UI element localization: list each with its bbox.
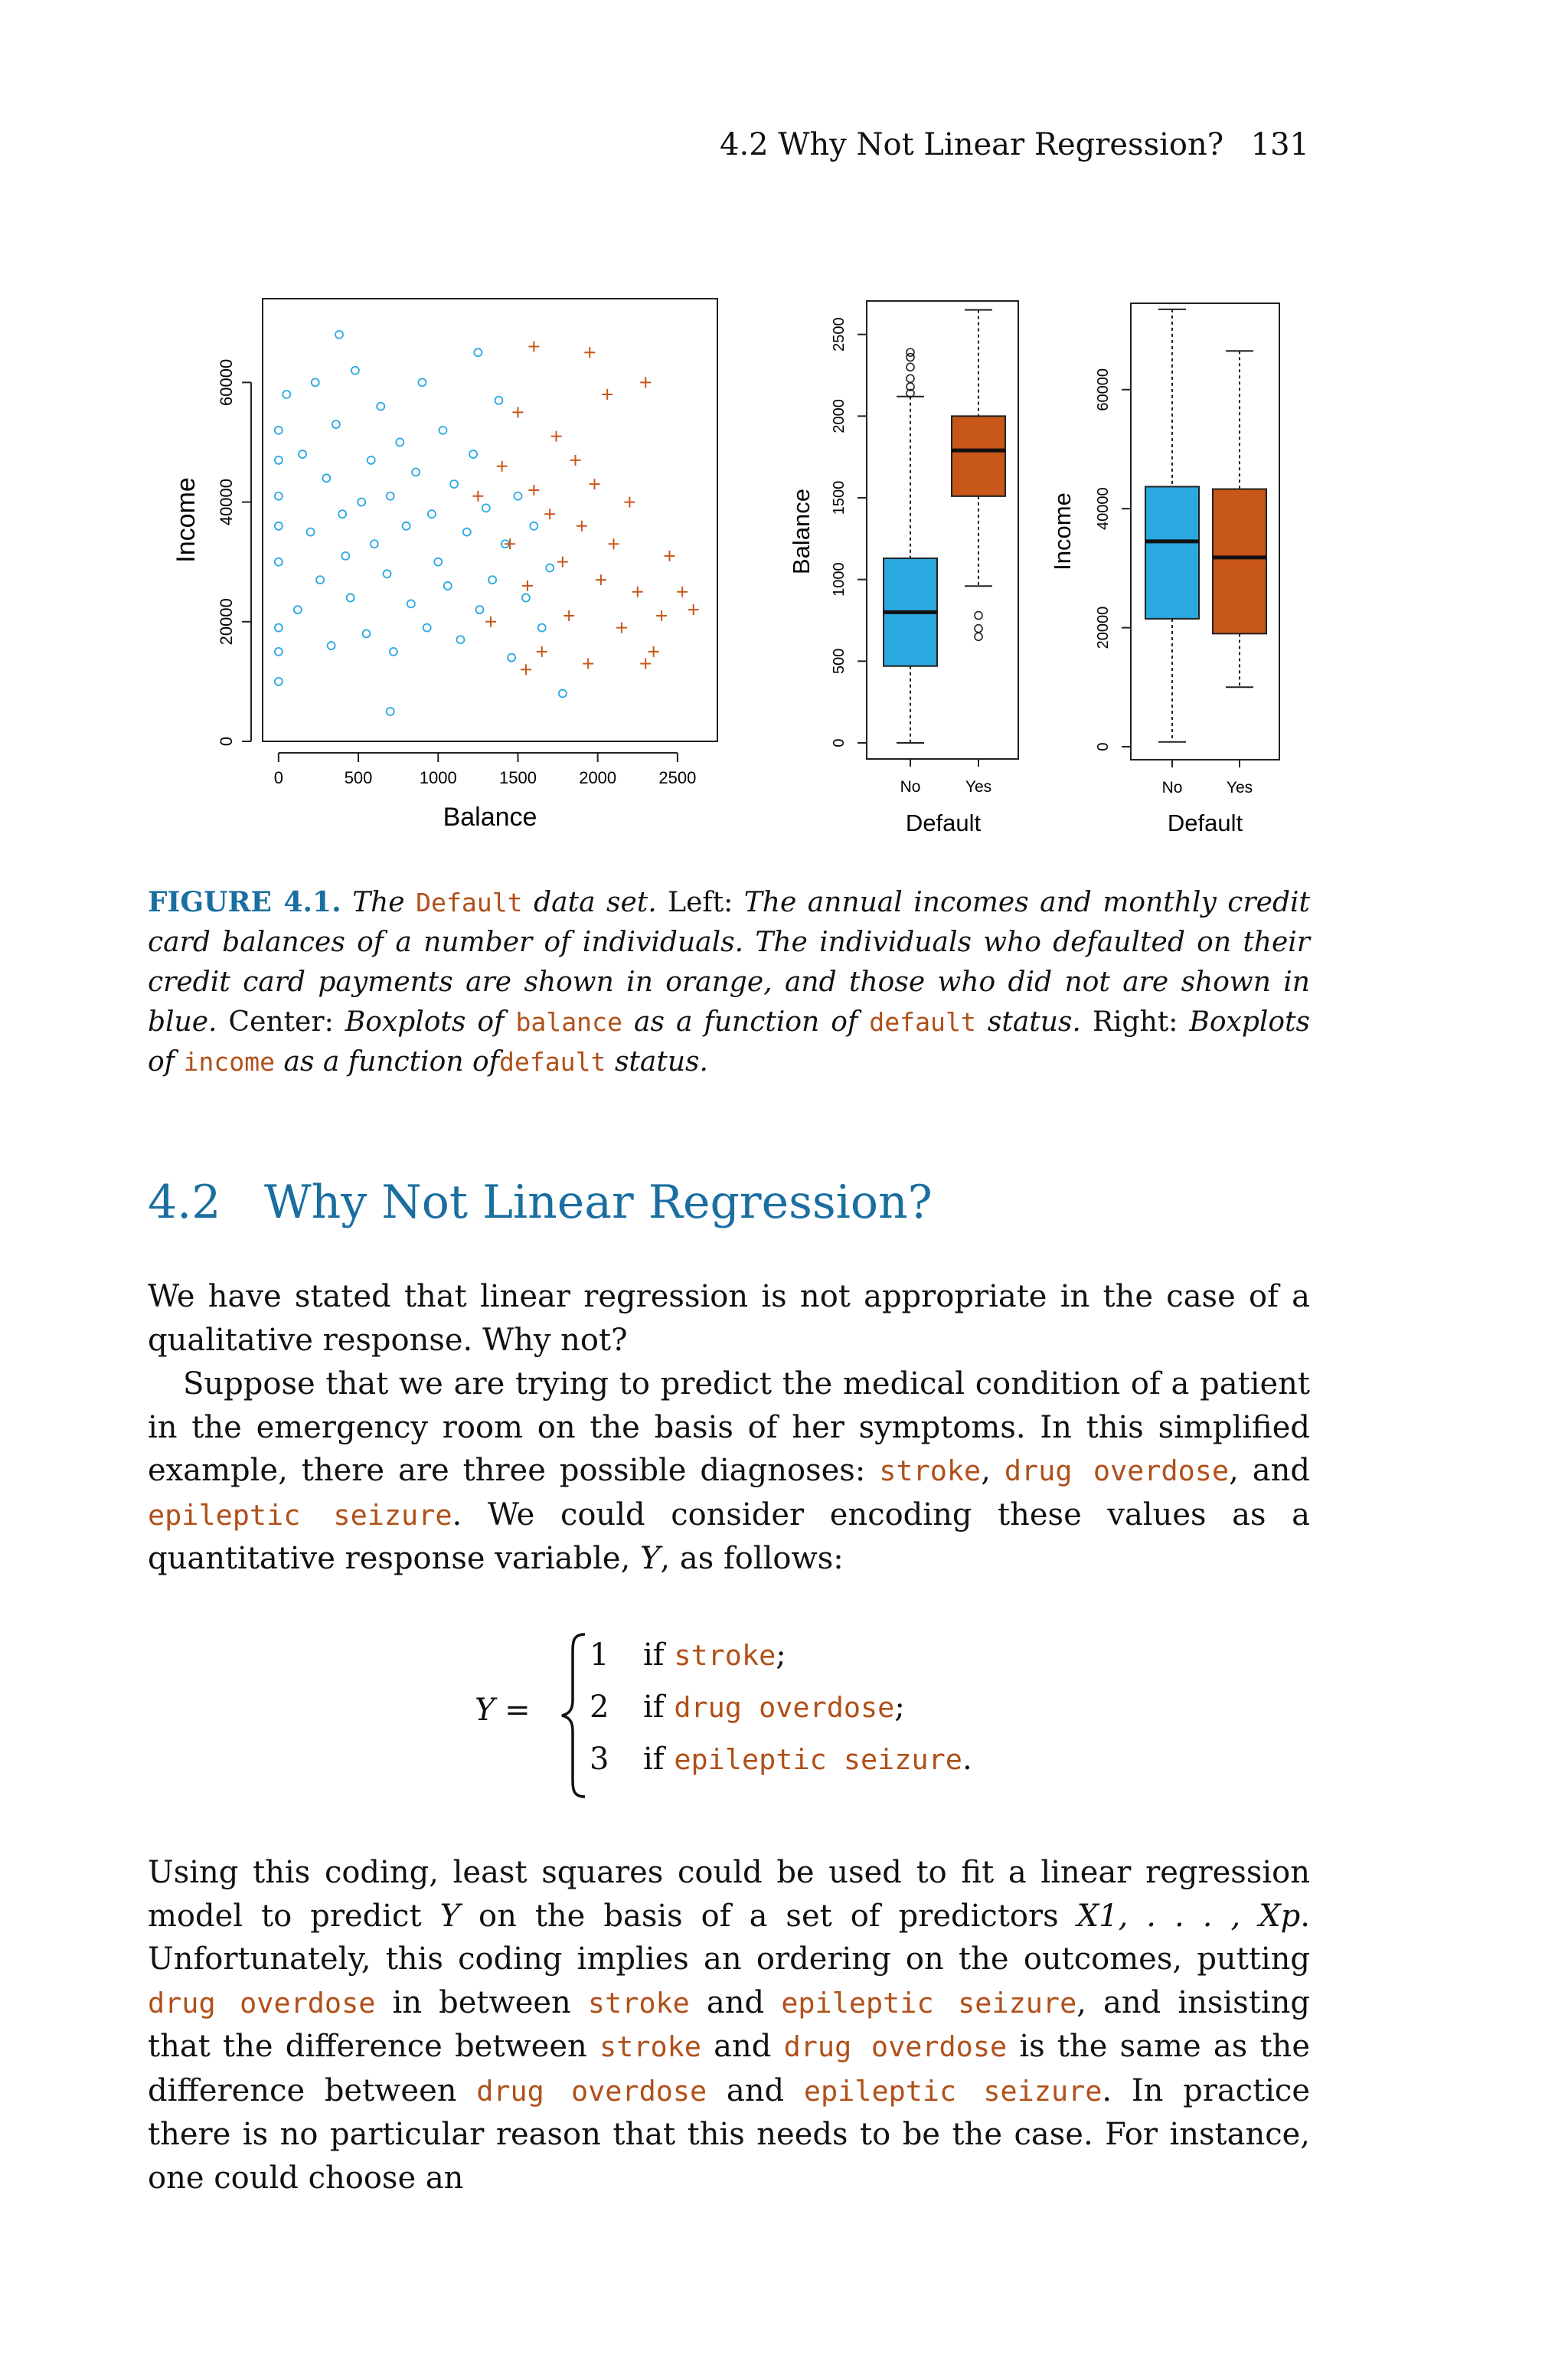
scatter-point-yes xyxy=(497,461,508,472)
code-term: stroke xyxy=(587,1986,690,2020)
boxplot-income-boxes xyxy=(1145,309,1266,742)
running-header-title: 4.2 Why Not Linear Regression? xyxy=(720,127,1224,162)
scatter-point-no xyxy=(299,450,306,458)
scatter-point-no xyxy=(294,606,302,613)
scatter-point-no xyxy=(403,522,410,530)
caption-code: default xyxy=(498,1047,606,1077)
scatter-point-no xyxy=(368,456,375,464)
figure-caption xyxy=(148,882,1310,1082)
scatter-point-yes xyxy=(677,587,688,597)
boxplot-balance-y-axis xyxy=(831,317,867,747)
x-tick-label: 2000 xyxy=(579,768,617,787)
scatter-point-no xyxy=(546,564,554,571)
scatter-point-no xyxy=(387,492,394,500)
scatter-point-no xyxy=(387,708,394,715)
y-tick-label: 1000 xyxy=(831,562,848,597)
box-outlier xyxy=(906,363,914,371)
page-number: 131 xyxy=(1250,127,1309,162)
scatter-point-yes xyxy=(664,551,675,561)
scatter-point-yes xyxy=(688,604,699,615)
scatter-point-no xyxy=(412,469,420,476)
scatter-frame xyxy=(263,299,717,741)
caption-text: The xyxy=(352,887,405,918)
math-symbol: Y xyxy=(640,1541,661,1576)
boxplot-balance-boxes xyxy=(884,310,1005,743)
scatter-point-no xyxy=(522,594,530,602)
caption-code: income xyxy=(183,1047,276,1077)
equation-lhs: Y = xyxy=(475,1693,531,1728)
box-outlier xyxy=(906,348,914,356)
section-number: 4.2 xyxy=(148,1176,221,1229)
scatter-point-yes xyxy=(609,538,619,549)
scatter-point-yes xyxy=(640,377,651,388)
scatter-point-no xyxy=(530,522,537,530)
math-symbol: X1, . . . , Xp xyxy=(1076,1898,1301,1934)
caption-text: Left: xyxy=(668,887,733,918)
scatter-point-yes xyxy=(485,617,496,627)
scatter-point-no xyxy=(307,528,315,536)
boxplot-balance-xlabel: Default xyxy=(905,810,982,836)
scatter-point-yes xyxy=(656,610,667,621)
text: and xyxy=(714,2029,772,2064)
scatter-point-yes xyxy=(584,347,595,358)
code-term: drug overdose xyxy=(1004,1454,1230,1487)
scatter-point-no xyxy=(332,420,340,428)
scatter-point-yes xyxy=(616,623,627,633)
box-iqr xyxy=(1145,486,1199,619)
scatter-point-yes xyxy=(528,341,539,352)
equation-row xyxy=(590,1637,786,1673)
scatter-point-no xyxy=(514,492,521,500)
x-tick-label: 1500 xyxy=(498,768,537,787)
scatter-point-no xyxy=(283,391,290,398)
caption-code: Default xyxy=(416,888,523,918)
scatter-point-yes xyxy=(544,509,555,519)
text: Suppose that we are trying to predict the medical condition of a patient in the emergency room on the basis of her symptoms. In this simplified example, there are three possible diagnoses: xyxy=(148,1366,1310,1488)
caption-text: The annual incomes and monthly credit card balances of a number of individuals. The individuals who defaulted on their credit card payments are shown in orange, and those who did not are shown in blue. xyxy=(148,887,1310,1038)
scatter-point-yes xyxy=(472,491,483,502)
y-tick-label: 2000 xyxy=(831,399,848,433)
x-tick-label: 0 xyxy=(273,768,283,787)
y-tick-label: 2500 xyxy=(831,317,848,352)
y-tick-label: 0 xyxy=(217,736,236,747)
scatter-point-no xyxy=(377,403,384,411)
caption-text: status. xyxy=(614,1046,708,1078)
code-term: stroke xyxy=(879,1454,982,1487)
equation-row xyxy=(590,1689,905,1725)
caption-text: data set. xyxy=(534,887,657,918)
x-tick-label: No xyxy=(900,778,921,796)
scatter-point-no xyxy=(275,648,283,656)
scatter-point-no xyxy=(275,427,283,434)
caption-text: as a function of xyxy=(634,1006,858,1038)
boxplot-income xyxy=(1049,303,1279,836)
text: Using this coding, least squares could be used to fit a linear regression model to predict xyxy=(148,1855,1310,1934)
caption-text: Right: xyxy=(1092,1006,1178,1038)
text: is the same as the difference between xyxy=(148,2029,1310,2108)
y-tick-label: 40000 xyxy=(1095,487,1112,531)
scatter-point-no xyxy=(439,427,447,434)
code-term: drug overdose xyxy=(674,1691,895,1724)
figure-4-1 xyxy=(0,0,1568,850)
scatter-point-no xyxy=(390,648,397,656)
scatter-point-no xyxy=(384,570,391,577)
scatter-point-no xyxy=(275,678,283,685)
scatter-point-no xyxy=(312,378,319,386)
scatter-xlabel: Balance xyxy=(443,803,537,832)
scatter-point-no xyxy=(508,654,515,662)
text: . In practice there is no particular reason that this needs to be the case. For instance, one could choose an xyxy=(148,2072,1311,2196)
scatter-point-no xyxy=(450,480,458,488)
caption-text: Center: xyxy=(228,1006,334,1038)
scatter-point-yes xyxy=(596,574,606,585)
scatter-y-axis xyxy=(217,359,251,746)
scatter-point-no xyxy=(335,331,343,339)
scatter-point-no xyxy=(322,474,330,482)
scatter-point-no xyxy=(456,636,464,643)
box-outlier xyxy=(975,625,982,633)
text: in between xyxy=(392,1984,571,2020)
scatter-point-yes xyxy=(583,658,593,669)
y-tick-label: 1500 xyxy=(831,480,848,515)
boxplot-balance-ylabel: Balance xyxy=(788,488,815,575)
scatter-point-no xyxy=(341,552,349,560)
y-tick-label: 20000 xyxy=(1095,606,1112,649)
caption-text: status. xyxy=(987,1006,1081,1038)
caption-text: as a function of xyxy=(283,1046,499,1078)
caption-text: Boxplots of xyxy=(345,1006,505,1038)
scatter-point-no xyxy=(469,450,477,458)
box-outlier xyxy=(906,375,914,382)
code-term: drug overdose xyxy=(476,2074,707,2108)
scatter-point-no xyxy=(275,492,283,500)
code-term: drug overdose xyxy=(783,2030,1008,2063)
text: . We could consider encoding these values as a quantitative response variable, xyxy=(148,1496,1310,1576)
scatter-point-no xyxy=(396,438,403,446)
boxplot-income-ylabel: Income xyxy=(1049,492,1076,571)
brace-icon xyxy=(559,1631,590,1800)
equation-if: if xyxy=(643,1742,665,1777)
code-term: epileptic seizure xyxy=(674,1743,962,1776)
x-tick-label: 500 xyxy=(344,768,373,787)
equation-value: 1 xyxy=(590,1637,609,1673)
punct: ; xyxy=(776,1637,786,1673)
scatter-point-yes xyxy=(522,581,533,591)
scatter-point-yes xyxy=(570,455,581,466)
section-heading xyxy=(148,1176,933,1229)
y-tick-label: 60000 xyxy=(217,358,236,406)
box-iqr xyxy=(952,416,1005,496)
scatter-point-yes xyxy=(528,485,539,496)
scatter-point-no xyxy=(488,576,496,584)
code-term: stroke xyxy=(599,2030,701,2063)
scatter-point-yes xyxy=(564,610,574,621)
scatter-plot xyxy=(172,299,717,832)
scatter-point-no xyxy=(559,690,567,698)
scatter-point-yes xyxy=(648,646,659,657)
text: , and insisting that the difference between xyxy=(148,1984,1310,2064)
scatter-point-no xyxy=(351,367,359,375)
x-tick-label: Yes xyxy=(965,778,992,796)
scatter-point-yes xyxy=(577,521,587,532)
box-iqr xyxy=(1213,489,1266,634)
scatter-point-no xyxy=(418,378,426,386)
boxplot-balance xyxy=(788,301,1018,836)
scatter-point-no xyxy=(275,522,283,530)
scatter-point-yes xyxy=(550,431,561,442)
scatter-point-yes xyxy=(557,557,568,568)
scatter-point-yes xyxy=(512,407,523,417)
scatter-point-no xyxy=(347,594,354,602)
scatter-point-no xyxy=(275,624,283,632)
text: on the basis of a set of predictors xyxy=(478,1898,1059,1934)
equation-if: if xyxy=(643,1637,665,1673)
x-tick-label: 2500 xyxy=(658,768,697,787)
caption-text: Boxplots of xyxy=(148,1006,1311,1078)
code-term: epileptic seizure xyxy=(148,1498,452,1532)
math-symbol: Y xyxy=(439,1898,460,1934)
scatter-point-no xyxy=(316,576,324,584)
caption-code: balance xyxy=(515,1007,622,1037)
scatter-point-yes xyxy=(640,658,651,669)
scatter-point-no xyxy=(423,624,431,632)
text: . Unfortunately, this coding implies an ordering on the outcomes, putting xyxy=(148,1898,1310,1977)
x-tick-label: Yes xyxy=(1226,779,1253,796)
scatter-point-no xyxy=(338,510,346,518)
code-term: epileptic seizure xyxy=(781,1986,1077,2020)
scatter-point-yes xyxy=(590,479,600,489)
scatter-point-no xyxy=(275,558,283,566)
y-tick-label: 0 xyxy=(831,738,848,747)
scatter-point-no xyxy=(362,630,370,637)
x-tick-label: 1000 xyxy=(419,768,457,787)
equation xyxy=(475,1631,1011,1800)
box-outlier xyxy=(975,612,982,620)
x-tick-label: No xyxy=(1161,779,1183,796)
scatter-point-no xyxy=(474,348,482,356)
scatter-point-no xyxy=(428,510,436,518)
box-outlier xyxy=(975,633,982,640)
code-term: drug overdose xyxy=(148,1986,376,2020)
punct: ; xyxy=(894,1689,905,1725)
scatter-point-no xyxy=(538,624,546,632)
boxplot-balance-x-axis xyxy=(900,759,992,796)
caption-label: FIGURE 4.1. xyxy=(148,886,341,918)
paragraph-2 xyxy=(148,1362,1310,1581)
scatter-ylabel: Income xyxy=(172,477,201,563)
boxplot-income-y-axis xyxy=(1095,368,1131,751)
paragraph-3 xyxy=(148,1851,1310,2200)
scatter-point-no xyxy=(482,504,490,512)
section-title: Why Not Linear Regression? xyxy=(264,1176,933,1229)
scatter-point-no xyxy=(407,600,415,607)
scatter-point-yes xyxy=(602,389,612,400)
y-tick-label: 20000 xyxy=(217,598,236,646)
y-tick-label: 0 xyxy=(1095,742,1112,751)
scatter-point-no xyxy=(328,642,335,649)
scatter-point-no xyxy=(275,456,283,464)
y-tick-label: 60000 xyxy=(1095,368,1112,411)
scatter-point-no xyxy=(463,528,471,536)
text: and xyxy=(706,1984,765,2020)
scatter-point-no xyxy=(434,558,442,566)
scatter-point-no xyxy=(475,606,483,613)
boxplot-income-xlabel: Default xyxy=(1167,810,1243,836)
code-term: stroke xyxy=(674,1639,776,1672)
caption-code: default xyxy=(869,1007,976,1037)
equation-value: 2 xyxy=(590,1689,609,1725)
scatter-point-no xyxy=(358,499,365,506)
text: , xyxy=(981,1453,991,1488)
scatter-point-yes xyxy=(624,497,635,508)
equation-row xyxy=(590,1742,972,1777)
scatter-point-yes xyxy=(632,587,643,597)
boxplot-income-x-axis xyxy=(1162,760,1253,796)
scatter-point-yes xyxy=(521,664,531,675)
y-tick-label: 40000 xyxy=(217,478,236,526)
code-term: epileptic seizure xyxy=(803,2074,1102,2108)
text: and xyxy=(726,2072,785,2108)
paragraph-1: We have stated that linear regression is not appropriate in the case of a qualitative response. Why not? xyxy=(148,1279,1310,1358)
text: , as follows: xyxy=(660,1541,844,1576)
scatter-points xyxy=(275,331,699,715)
scatter-point-no xyxy=(371,540,378,548)
scatter-point-yes xyxy=(537,646,547,657)
scatter-point-no xyxy=(495,397,502,404)
equation-if: if xyxy=(643,1689,665,1725)
punct: . xyxy=(962,1742,972,1777)
y-tick-label: 500 xyxy=(831,648,848,675)
boxplot-balance-frame xyxy=(867,301,1018,759)
scatter-point-no xyxy=(444,582,452,590)
text: , and xyxy=(1229,1453,1310,1488)
scatter-x-axis xyxy=(274,753,697,787)
equation-value: 3 xyxy=(590,1742,609,1777)
